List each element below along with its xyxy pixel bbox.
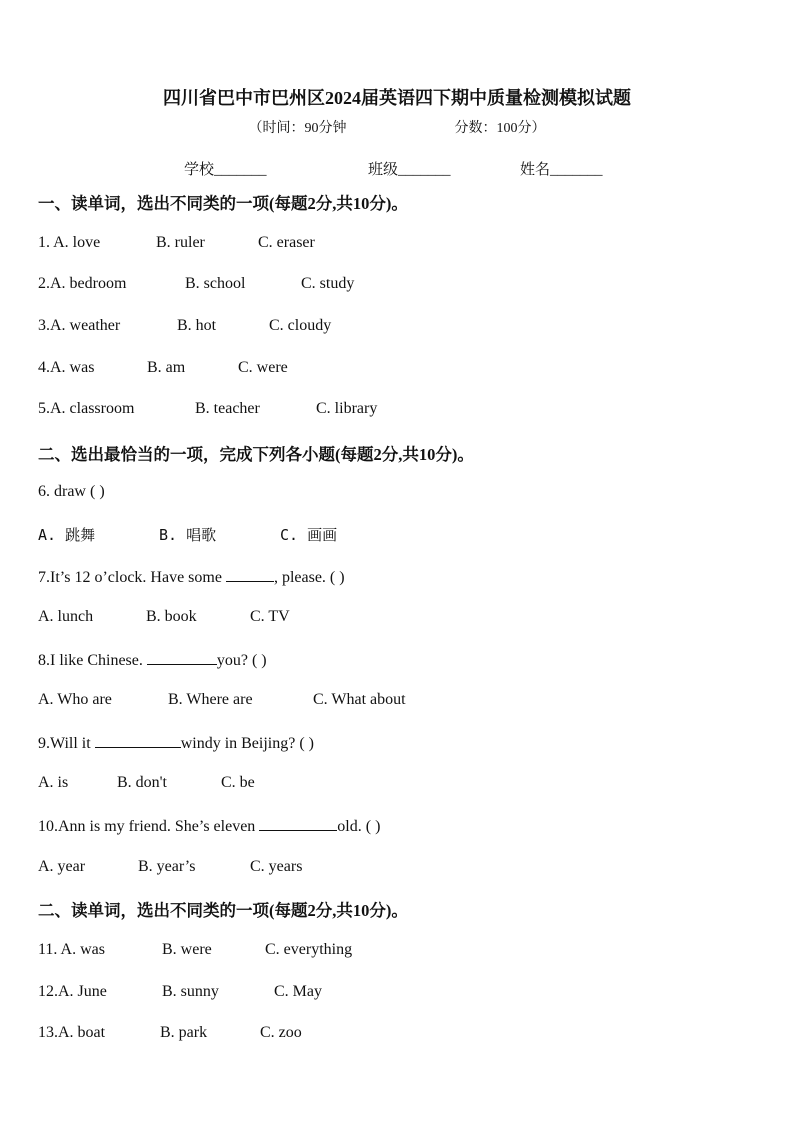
q7-stem-start: 7.It’s 12 o’clock. Have some xyxy=(38,569,226,586)
question-6-options xyxy=(38,524,337,545)
name-field[interactable]: 姓名_______ xyxy=(520,162,603,178)
q8-answer-blank[interactable] xyxy=(147,650,217,665)
question-8-options xyxy=(38,691,406,709)
question-5 xyxy=(38,400,377,418)
question-11 xyxy=(38,941,352,959)
question-7-stem xyxy=(38,567,345,587)
question-1 xyxy=(38,234,315,252)
question-3 xyxy=(38,317,331,335)
page-title: 四川省巴中市巴州区2024届英语四下期中质量检测模拟试题 xyxy=(163,88,631,108)
q8-option-a[interactable]: A. Who are xyxy=(38,691,112,708)
q3-option-c[interactable]: C. cloudy xyxy=(269,317,332,334)
q9-option-a[interactable]: A. is xyxy=(38,774,69,791)
question-8-stem xyxy=(38,650,267,670)
q1-option-a[interactable]: 1. A. love xyxy=(38,234,101,251)
question-9-options xyxy=(38,774,255,792)
q4-option-a[interactable]: 4.A. was xyxy=(38,359,95,376)
question-7-options xyxy=(38,608,290,626)
q8-stem-start: 8.I like Chinese. xyxy=(38,652,147,669)
q10-option-b[interactable]: B. year’s xyxy=(138,858,196,875)
q2-option-c[interactable]: C. study xyxy=(301,275,355,292)
question-9-stem xyxy=(38,733,314,753)
q6-option-b[interactable]: B. 唱歌 xyxy=(159,526,217,544)
q4-option-c[interactable]: C. were xyxy=(238,359,288,376)
exam-time: （时间：90分钟 xyxy=(248,121,347,136)
q5-option-a[interactable]: 5.A. classroom xyxy=(38,400,135,417)
q10-answer-blank[interactable] xyxy=(259,816,337,831)
q11-option-c[interactable]: C. everything xyxy=(265,941,353,958)
q9-option-c[interactable]: C. be xyxy=(221,774,255,791)
q8-option-c[interactable]: C. What about xyxy=(313,691,406,708)
question-13 xyxy=(38,1024,302,1042)
question-4 xyxy=(38,359,288,377)
q12-option-c[interactable]: C. May xyxy=(274,983,322,1000)
section-heading-1: 一、读单词，选出不同类的一项(每题2分,共10分)。 xyxy=(38,194,408,213)
q6-option-a[interactable]: A. 跳舞 xyxy=(38,526,96,544)
q2-option-b[interactable]: B. school xyxy=(185,275,246,292)
q3-option-b[interactable]: B. hot xyxy=(177,317,217,334)
q6-option-c[interactable]: C. 画画 xyxy=(280,526,338,544)
question-10-stem xyxy=(38,816,380,836)
q8-stem-end: you? ( ) xyxy=(216,652,267,669)
q13-option-b[interactable]: B. park xyxy=(160,1024,208,1041)
q9-stem-start: 9.Will it xyxy=(38,735,95,752)
q10-option-c[interactable]: C. years xyxy=(250,858,303,875)
section-heading-3: 二、读单词，选出不同类的一项(每题2分,共10分)。 xyxy=(38,901,408,920)
exam-meta xyxy=(0,117,794,137)
q10-stem-end: old. ( ) xyxy=(337,818,381,835)
q7-answer-blank[interactable] xyxy=(226,567,274,582)
exam-score: 分数：100分） xyxy=(454,121,546,136)
question-2 xyxy=(38,275,354,293)
q3-option-a[interactable]: 3.A. weather xyxy=(38,317,121,334)
q12-option-a[interactable]: 12.A. June xyxy=(38,983,107,1000)
q8-option-b[interactable]: B. Where are xyxy=(168,691,253,708)
q9-option-b[interactable]: B. don't xyxy=(117,774,167,791)
class-field[interactable]: 班级_______ xyxy=(368,162,451,178)
question-12 xyxy=(38,983,322,1001)
q13-option-c[interactable]: C. zoo xyxy=(260,1024,302,1041)
q7-option-a[interactable]: A. lunch xyxy=(38,608,94,625)
q4-option-b[interactable]: B. am xyxy=(147,359,186,376)
q5-option-c[interactable]: C. library xyxy=(316,400,378,417)
q9-answer-blank[interactable] xyxy=(95,733,181,748)
q7-option-c[interactable]: C. TV xyxy=(250,608,290,625)
section-heading-2: 二、选出最恰当的一项，完成下列各小题(每题2分,共10分)。 xyxy=(38,445,474,464)
q9-stem-end: windy in Beijing? ( ) xyxy=(180,735,314,752)
q1-option-b[interactable]: B. ruler xyxy=(156,234,205,251)
q11-option-b[interactable]: B. were xyxy=(162,941,212,958)
question-6-stem: 6. draw ( ) xyxy=(38,483,105,500)
question-10-options xyxy=(38,858,302,876)
q7-stem-end: , please. ( ) xyxy=(273,569,345,586)
q11-option-a[interactable]: 11. A. was xyxy=(38,941,105,958)
q2-option-a[interactable]: 2.A. bedroom xyxy=(38,275,127,292)
q13-option-a[interactable]: 13.A. boat xyxy=(38,1024,106,1041)
q1-option-c[interactable]: C. eraser xyxy=(258,234,315,251)
school-field[interactable]: 学校_______ xyxy=(184,162,267,178)
q10-stem-start: 10.Ann is my friend. She’s eleven xyxy=(38,818,260,835)
q5-option-b[interactable]: B. teacher xyxy=(195,400,260,417)
q10-option-a[interactable]: A. year xyxy=(38,858,86,875)
q7-option-b[interactable]: B. book xyxy=(146,608,197,625)
q12-option-b[interactable]: B. sunny xyxy=(162,983,219,1000)
